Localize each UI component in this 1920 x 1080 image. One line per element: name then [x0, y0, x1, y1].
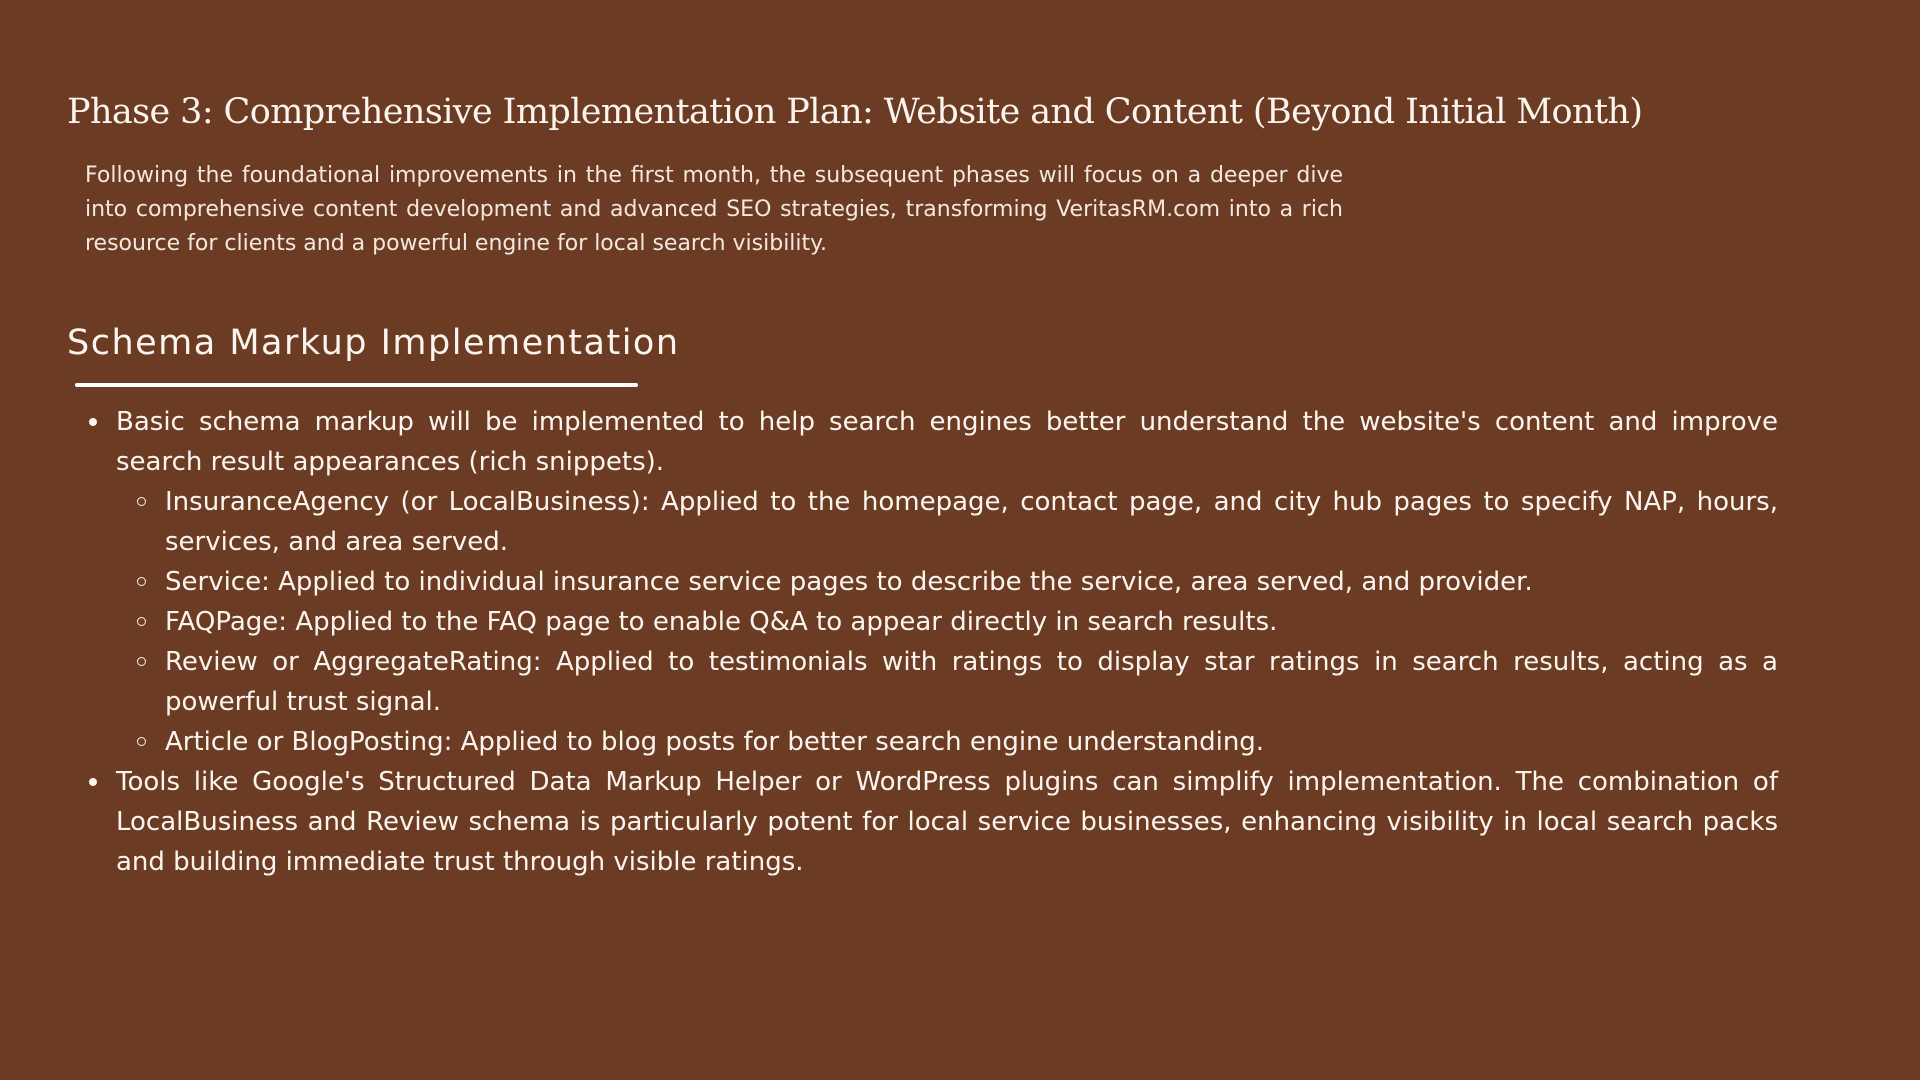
- sub-bullet-item: FAQPage: Applied to the FAQ page to enable Q&A to appear directly in search results.: [116, 602, 1778, 642]
- section-title: Schema Markup Implementation: [67, 323, 680, 363]
- bullet-text: Basic schema markup will be implemented to help search engines better understand the website's content and improve search result appearances (rich snippets).: [116, 407, 1778, 477]
- sub-bullet-item: Service: Applied to individual insurance service pages to describe the service, area served, and provider.: [116, 562, 1778, 602]
- bullet-list: [73, 402, 1778, 882]
- sub-bullet-list: [116, 482, 1778, 762]
- intro-paragraph: Following the foundational improvements in the first month, the subsequent phases will focus on a deeper dive into comprehensive content development and advanced SEO strategies, transforming VeritasRM.com into a rich resource for clients and a powerful engine for local search visibility.: [85, 163, 1343, 256]
- sub-bullet-item: Article or BlogPosting: Applied to blog posts for better search engine understanding.: [116, 722, 1778, 762]
- bullet-item: [73, 402, 1778, 762]
- section-underline: [75, 383, 638, 387]
- bullet-text: Tools like Google's Structured Data Markup Helper or WordPress plugins can simplify implementation. The combination of LocalBusiness and Review schema is particularly potent for local service businesses, enhancing visibility in local search packs and building immediate trust through visible ratings.: [116, 767, 1778, 877]
- sub-bullet-item: InsuranceAgency (or LocalBusiness): Applied to the homepage, contact page, and city hub pages to specify NAP, hours, services, and area served.: [116, 482, 1778, 562]
- sub-bullet-item: Review or AggregateRating: Applied to testimonials with ratings to display star ratings in search results, acting as a powerful trust signal.: [116, 642, 1778, 722]
- page-title: Phase 3: Comprehensive Implementation Plan: Website and Content (Beyond Initial Month): [67, 92, 1643, 132]
- bullet-item: [73, 762, 1778, 882]
